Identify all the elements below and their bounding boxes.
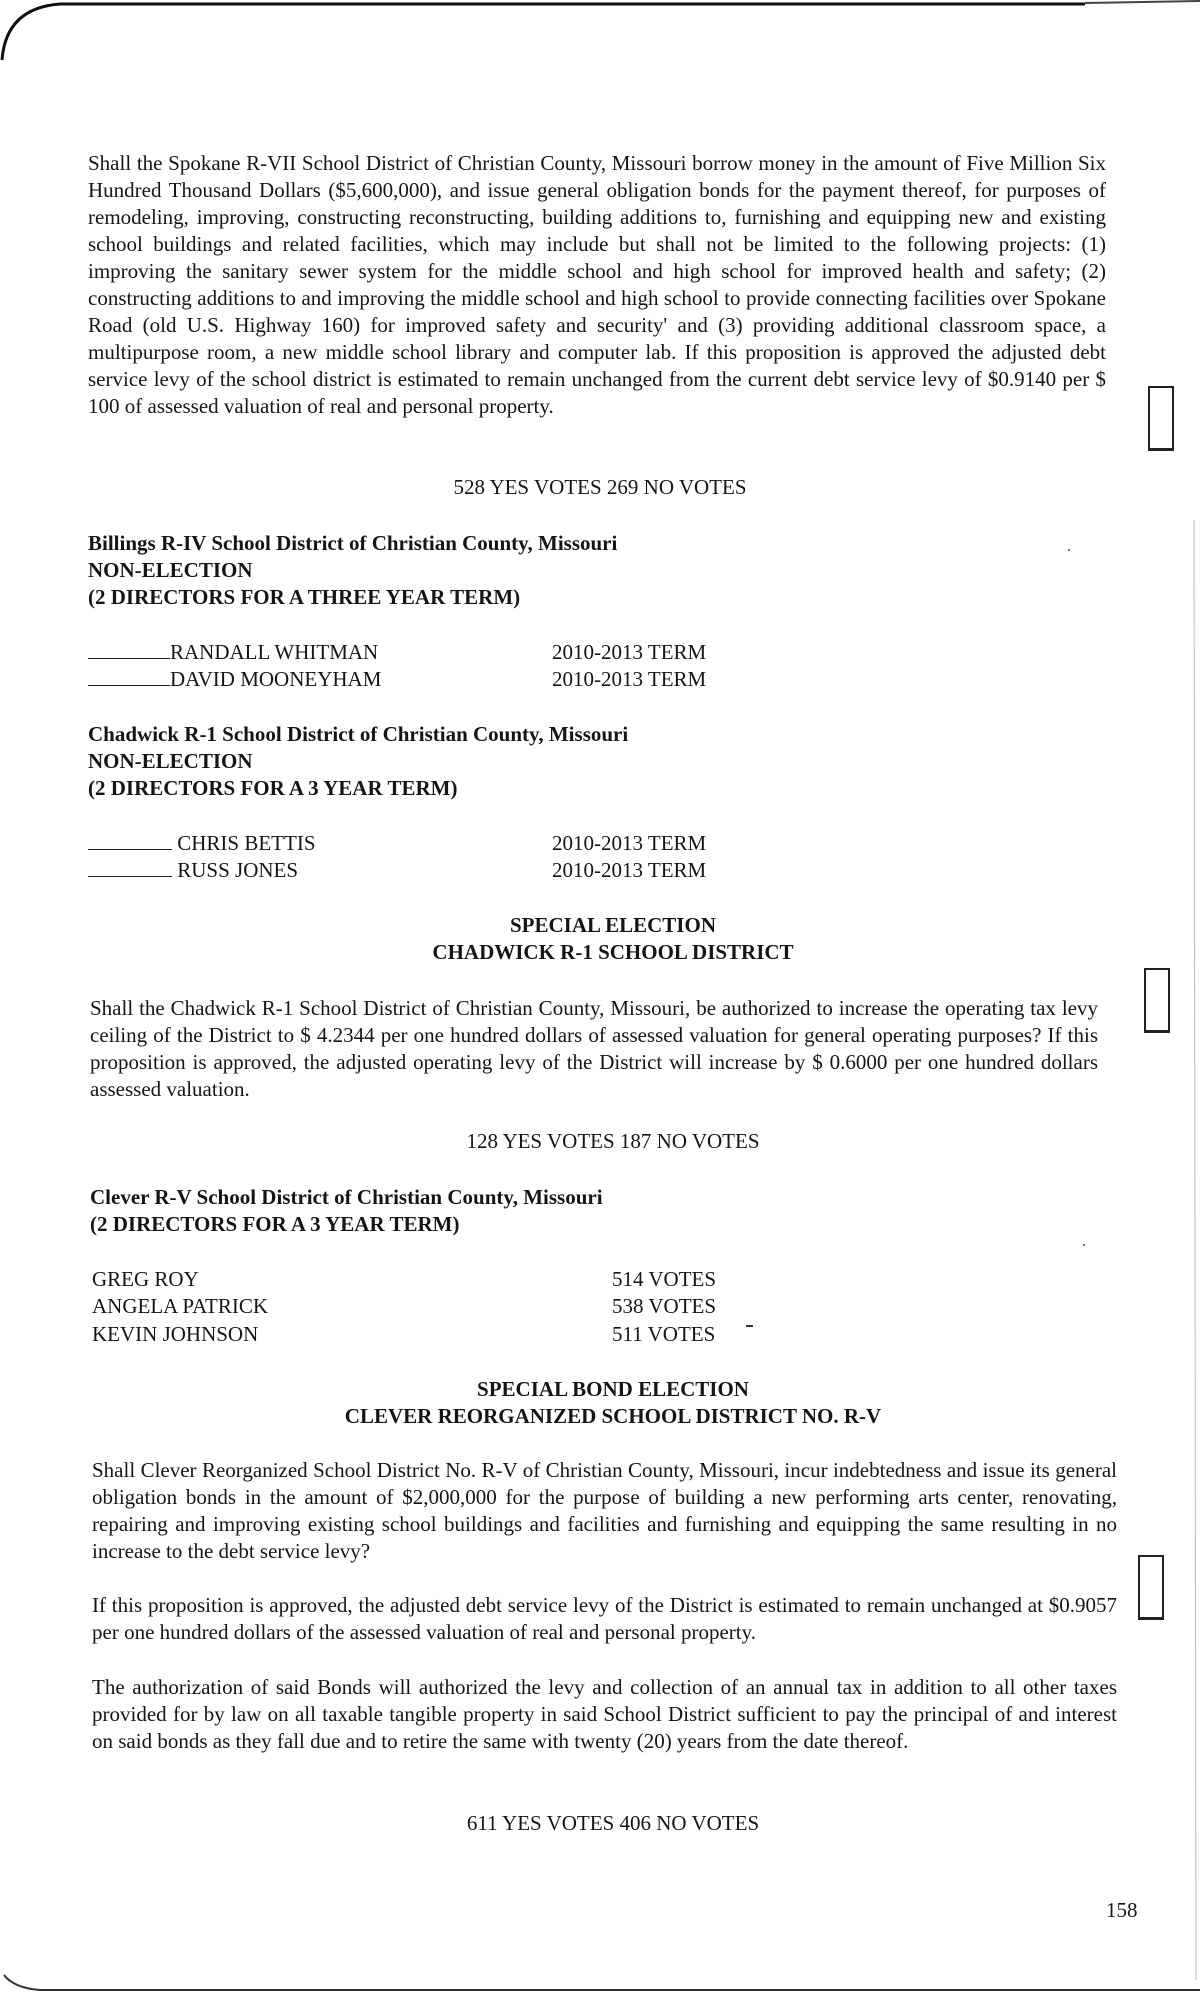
chadwick-vote-result: 128 YES VOTES 187 NO VOTES xyxy=(466,1129,760,1153)
signature-blank xyxy=(88,684,170,686)
candidate-votes: 514 VOTES xyxy=(612,1267,717,1291)
candidate-name: GREG ROY xyxy=(92,1267,199,1291)
ballot-checkbox xyxy=(1138,1555,1164,1620)
chadwick-candidate-row xyxy=(88,830,316,857)
chadwick-special-title: SPECIAL ELECTION xyxy=(510,913,716,937)
candidate-votes: 538 VOTES xyxy=(612,1294,717,1318)
ballot-checkbox xyxy=(1148,386,1174,451)
chadwick-proposition-text: Shall the Chadwick R-1 School District of Christian County, Missouri, be authorized to increase the operating tax levy ceiling of the District to $ 4.2344 per one hundred dollars of assessed valuation for general operating purposes? If this proposition is approved, the adjusted operating levy of the District will increase by $ 0.6000 per one hundred dollars assessed valuation. xyxy=(90,996,1098,1101)
clever-special-subtitle: CLEVER REORGANIZED SCHOOL DISTRICT NO. R-V xyxy=(344,1404,882,1428)
clever-proposition-para1: Shall Clever Reorganized School District No. R-V of Christian County, Missouri, incur indebtedness and issue its general obligation bonds in the amount of $2,000,000 for the purpose of building a new performing arts center, renovating, repairing and improving existing school buildings and facilities and furnishing and equipping the same resulting in no increase to the debt service levy? xyxy=(92,1458,1117,1563)
clever-vote-result: 611 YES VOTES 406 NO VOTES xyxy=(466,1811,760,1835)
signature-blank xyxy=(88,657,170,659)
candidate-term: 2010-2013 TERM xyxy=(552,667,707,691)
scan-mark xyxy=(746,1325,753,1327)
clever-seats: (2 DIRECTORS FOR A 3 YEAR TERM) xyxy=(90,1212,460,1236)
candidate-name: KEVIN JOHNSON xyxy=(92,1322,259,1346)
billings-heading: Billings R-IV School District of Christian County, Missouri xyxy=(88,531,618,555)
page-number: 158 xyxy=(1106,1898,1138,1922)
spokane-proposition-text: Shall the Spokane R-VII School District of Christian County, Missouri borrow money in the amount of Five Million Six Hundred Thousand Dollars ($5,600,000), and issue general obligation bonds for the payment thereof, for purposes of remodeling, improving, constructing reconstructing, building additions to, furnishing and equipping new and existing school buildings and related facilities, which may include but shall not be limited to the following projects: (1) improving the sanitary sewer system for the middle school and high school for improved health and safety; (2) constructing additions to and improving the middle school and high school to provide connecting facilities over Spokane Road (old U.S. Highway 160) for improved safety and security' and (3) providing additional classroom space, a multipurpose room, a new middle school library and computer lab. If this proposition is approved the adjusted debt service levy of the school district is estimated to remain unchanged from the current debt service levy of $0.9140 per $ 100 of assessed valuation of real and personal property. xyxy=(88,151,1106,418)
candidate-term: 2010-2013 TERM xyxy=(552,640,707,664)
billings-seats: (2 DIRECTORS FOR A THREE YEAR TERM) xyxy=(88,585,521,609)
spokane-vote-result: 528 YES VOTES 269 NO VOTES xyxy=(453,475,747,499)
candidate-term: 2010-2013 TERM xyxy=(552,831,707,855)
ballot-checkbox xyxy=(1144,968,1170,1033)
chadwick-seats: (2 DIRECTORS FOR A 3 YEAR TERM) xyxy=(88,776,458,800)
billings-candidate-row xyxy=(88,666,381,693)
chadwick-candidate-row xyxy=(88,857,298,884)
candidate-name: RUSS JONES xyxy=(177,858,299,882)
signature-blank xyxy=(88,875,172,877)
signature-blank xyxy=(88,848,172,850)
billings-candidate-row xyxy=(88,639,378,666)
chadwick-heading: Chadwick R-1 School District of Christian County, Missouri xyxy=(88,722,629,746)
clever-heading: Clever R-V School District of Christian County, Missouri xyxy=(90,1185,603,1209)
scan-speck xyxy=(1083,1244,1085,1246)
clever-proposition-para2: If this proposition is approved, the adjusted debt service levy of the District is estimated to remain unchanged at $0.9057 per one hundred dollars of the assessed valuation of real and personal property. xyxy=(92,1593,1117,1644)
candidate-name: DAVID MOONEYHAM xyxy=(170,667,382,691)
chadwick-status: NON-ELECTION xyxy=(88,749,253,773)
candidate-term: 2010-2013 TERM xyxy=(552,858,707,882)
clever-proposition-para3: The authorization of said Bonds will authorized the levy and collection of an annual tax in addition to all other taxes provided for by law on all taxable tangible property in said School District sufficient to pay the principal of and interest on said bonds as they fall due and to retire the same with twenty (20) years from the date thereof. xyxy=(92,1675,1117,1753)
billings-status: NON-ELECTION xyxy=(88,558,253,582)
scan-speck xyxy=(1068,549,1070,551)
candidate-name: CHRIS BETTIS xyxy=(177,831,316,855)
candidate-votes: 511 VOTES xyxy=(612,1322,716,1346)
candidate-name: ANGELA PATRICK xyxy=(92,1294,268,1318)
clever-special-title: SPECIAL BOND ELECTION xyxy=(477,1377,749,1401)
candidate-name: RANDALL WHITMAN xyxy=(170,640,379,664)
chadwick-special-subtitle: CHADWICK R-1 SCHOOL DISTRICT xyxy=(432,940,794,964)
